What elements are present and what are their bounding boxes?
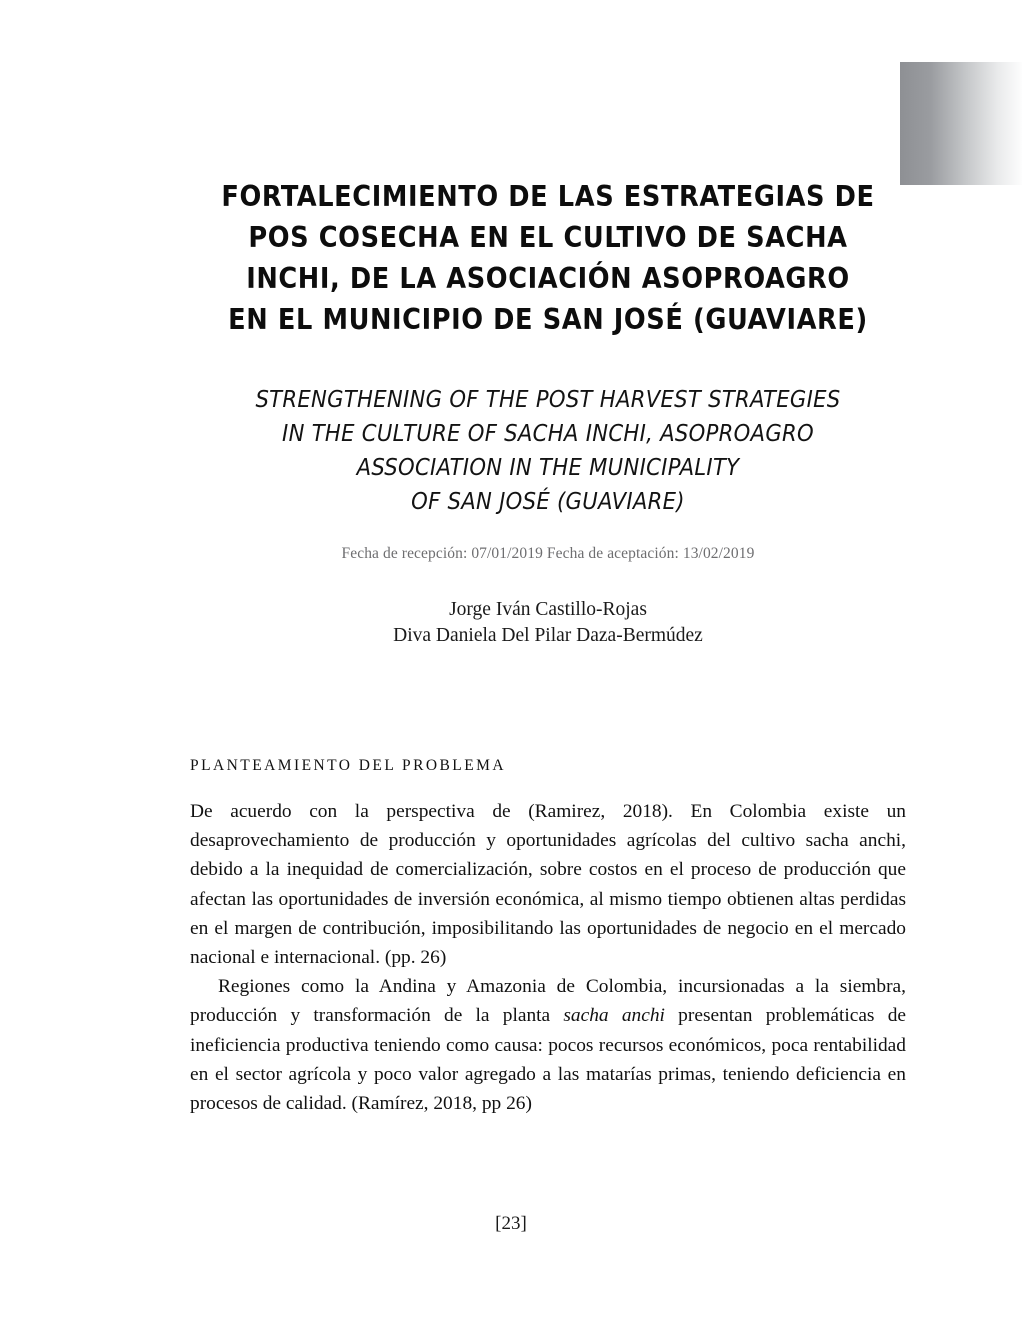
- paragraph-2-text-after: presentan problemáticas de ineficiencia productiva teniendo como causa: pocos recursos económicos, poca rentabilidad en el sector agrícola y poco valor agregado a las matarías primas, teniendo deficiencia en procesos de calidad. (Ramírez, 2018, pp 26): [190, 1005, 907, 1115]
- section-heading-problem-statement: PLANTEAMIENTO DEL PROBLEMA: [190, 757, 506, 774]
- corner-gradient-decoration: [900, 62, 1022, 185]
- paragraph-2: [190, 972, 906, 1118]
- paragraph-2-italic-term: sacha anchi: [563, 1005, 665, 1027]
- author-name-1: Jorge Iván Castillo-Rojas: [449, 599, 647, 620]
- paragraph-1: De acuerdo con la perspectiva de (Ramirez, 2018). En Colombia existe un desaprovechamiento de producción y oportunidades agrícolas del cultivo sacha anchi, debido a la inequidad de comercialización, sobre costos en el proceso de producción que afectan las oportunidades de inversión económica, al mismo tiempo obtienen altas perdidas en el margen de contribución, imposibilitando las oportunidades de negocio en el mercado nacional e internacional. (pp. 26): [190, 801, 906, 969]
- publication-dates: Fecha de recepción: 07/01/2019 Fecha de aceptación: 13/02/2019: [341, 545, 755, 562]
- title-spanish-line-4: EN EL MUNICIPIO DE SAN JOSÉ (GUAVIARE): [228, 303, 868, 336]
- body-text-container: [190, 775, 906, 1118]
- title-spanish-line-3: INCHI, DE LA ASOCIACIÓN ASOPROAGRO: [246, 262, 850, 295]
- author-list: [190, 564, 906, 649]
- paragraph-2-text-before: Regiones como la Andina y Amazonia de Colombia, incursionadas a la siembra, producción y transformación de la planta: [190, 976, 906, 1027]
- title-english-line-1: STRENGTHENING OF THE POST HARVEST STRATEGIES: [255, 385, 841, 413]
- article-title-spanish: [190, 0, 906, 340]
- title-english-line-4: OF SAN JOSÉ (GUAVIARE): [411, 487, 685, 515]
- article-title-english: [190, 340, 906, 518]
- author-name-2: Diva Daniela Del Pilar Daza-Bermúdez: [393, 625, 703, 646]
- title-spanish-line-2: POS COSECHA EN EL CULTIVO DE SACHA: [248, 221, 848, 254]
- page-number: [23]: [495, 1213, 527, 1234]
- title-spanish-line-1: FORTALECIMIENTO DE LAS ESTRATEGIAS DE: [221, 180, 875, 213]
- title-english-line-3: ASSOCIATION IN THE MUNICIPALITY: [356, 453, 740, 481]
- page-content-column: [190, 0, 906, 1118]
- title-english-line-2: IN THE CULTURE OF SACHA INCHI, ASOPROAGRO: [282, 419, 814, 447]
